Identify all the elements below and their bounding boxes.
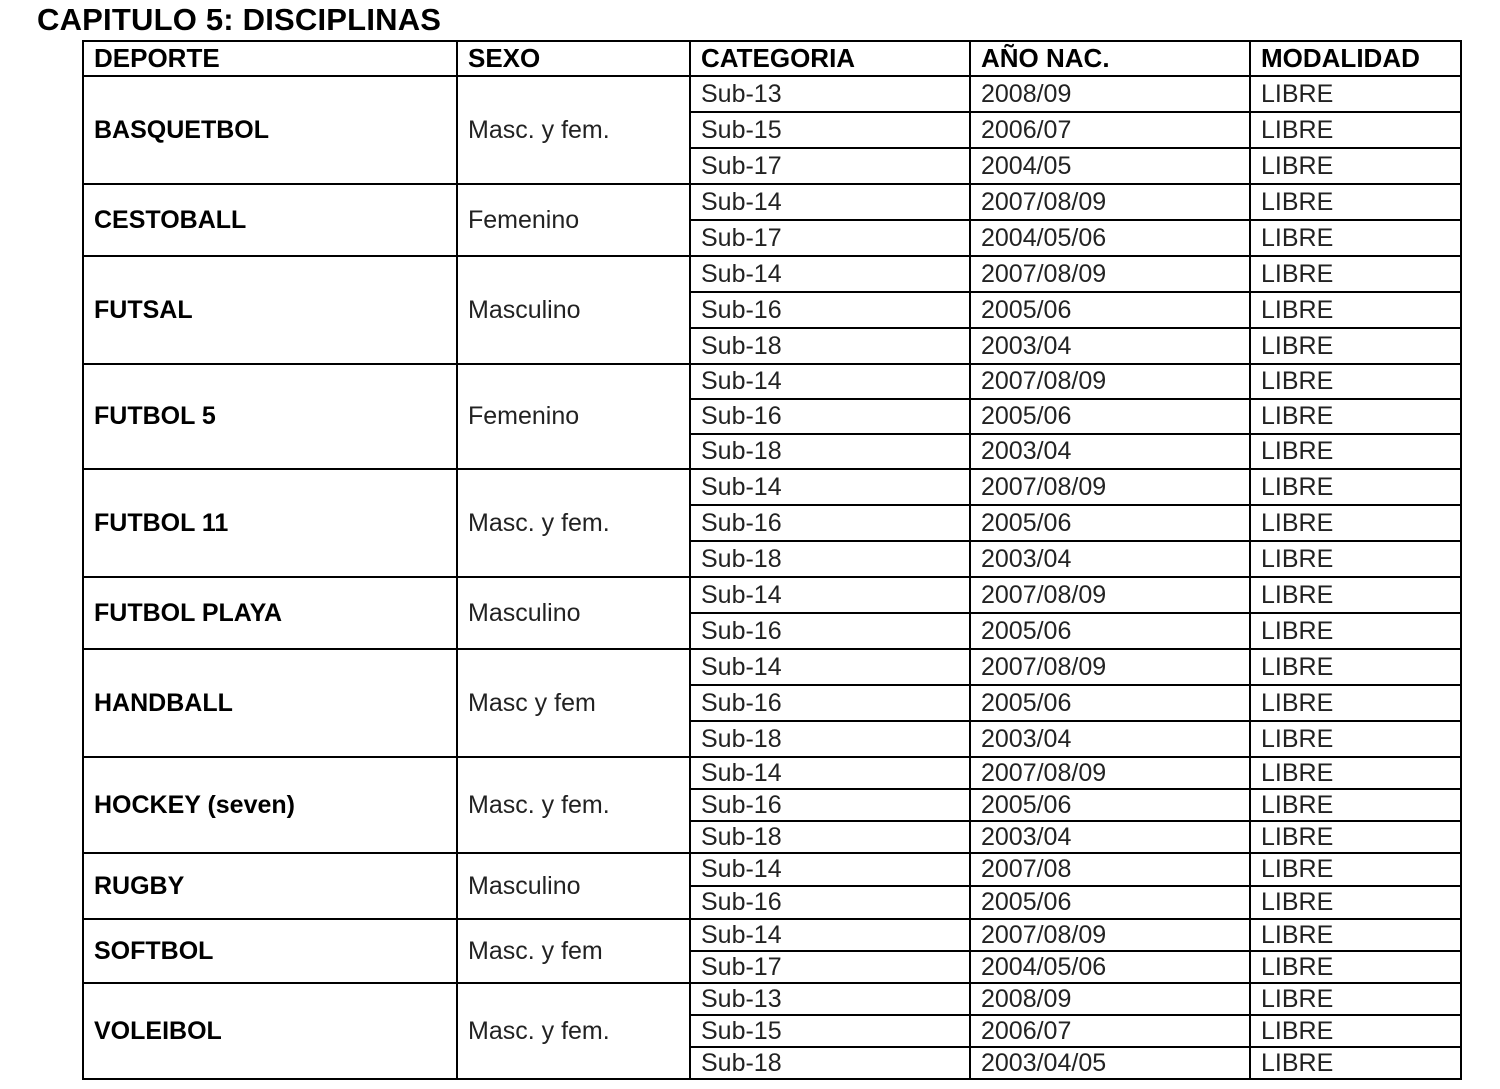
birth-year-cell: 2003/04 (970, 328, 1250, 364)
category-cell: Sub-16 (690, 505, 970, 541)
modality-cell: LIBRE (1250, 434, 1461, 469)
header-ano-nac: AÑO NAC. (970, 41, 1250, 76)
sport-name-cell: VOLEIBOL (83, 983, 457, 1079)
modality-cell: LIBRE (1250, 256, 1461, 292)
category-cell: Sub-17 (690, 148, 970, 184)
modality-cell: LIBRE (1250, 184, 1461, 220)
birth-year-cell: 2003/04 (970, 541, 1250, 577)
birth-year-cell: 2007/08 (970, 853, 1250, 886)
category-cell: Sub-16 (690, 399, 970, 434)
header-categoria: CATEGORIA (690, 41, 970, 76)
category-cell: Sub-18 (690, 434, 970, 469)
modality-cell: LIBRE (1250, 1015, 1461, 1047)
category-cell: Sub-18 (690, 721, 970, 757)
category-cell: Sub-17 (690, 220, 970, 256)
page-title: CAPITULO 5: DISCIPLINAS (37, 2, 442, 37)
table-row (83, 364, 1461, 399)
modality-cell: LIBRE (1250, 721, 1461, 757)
modality-cell: LIBRE (1250, 505, 1461, 541)
sport-name-cell: FUTBOL PLAYA (83, 577, 457, 649)
modality-cell: LIBRE (1250, 292, 1461, 328)
table-row (83, 649, 1461, 685)
table-body (83, 76, 1461, 1079)
birth-year-cell: 2003/04 (970, 721, 1250, 757)
header-modalidad: MODALIDAD (1250, 41, 1461, 76)
category-cell: Sub-16 (690, 292, 970, 328)
sex-cell: Masc. y fem. (457, 76, 690, 184)
sport-name-cell: HOCKEY (seven) (83, 757, 457, 853)
modality-cell: LIBRE (1250, 220, 1461, 256)
modality-cell: LIBRE (1250, 951, 1461, 983)
category-cell: Sub-14 (690, 184, 970, 220)
modality-cell: LIBRE (1250, 789, 1461, 821)
category-cell: Sub-18 (690, 1047, 970, 1079)
modality-cell: LIBRE (1250, 757, 1461, 789)
birth-year-cell: 2008/09 (970, 983, 1250, 1015)
sex-cell: Masc. y fem. (457, 757, 690, 853)
category-cell: Sub-14 (690, 256, 970, 292)
modality-cell: LIBRE (1250, 541, 1461, 577)
birth-year-cell: 2007/08/09 (970, 256, 1250, 292)
category-cell: Sub-14 (690, 853, 970, 886)
modality-cell: LIBRE (1250, 112, 1461, 148)
table-row (83, 76, 1461, 112)
modality-cell: LIBRE (1250, 1047, 1461, 1079)
birth-year-cell: 2004/05/06 (970, 220, 1250, 256)
table-row (83, 577, 1461, 613)
category-cell: Sub-14 (690, 919, 970, 951)
modality-cell: LIBRE (1250, 685, 1461, 721)
birth-year-cell: 2003/04 (970, 821, 1250, 853)
sex-cell: Masc y fem (457, 649, 690, 757)
category-cell: Sub-15 (690, 1015, 970, 1047)
sport-name-cell: RUGBY (83, 853, 457, 919)
category-cell: Sub-17 (690, 951, 970, 983)
header-deporte: DEPORTE (83, 41, 457, 76)
sex-cell: Masculino (457, 256, 690, 364)
category-cell: Sub-16 (690, 613, 970, 649)
category-cell: Sub-14 (690, 364, 970, 399)
sex-cell: Masc. y fem. (457, 983, 690, 1079)
table-row (83, 853, 1461, 886)
modality-cell: LIBRE (1250, 983, 1461, 1015)
sex-cell: Masc. y fem (457, 919, 690, 983)
birth-year-cell: 2007/08/09 (970, 757, 1250, 789)
birth-year-cell: 2004/05 (970, 148, 1250, 184)
birth-year-cell: 2005/06 (970, 886, 1250, 919)
table-row (83, 469, 1461, 505)
modality-cell: LIBRE (1250, 364, 1461, 399)
birth-year-cell: 2005/06 (970, 685, 1250, 721)
birth-year-cell: 2005/06 (970, 613, 1250, 649)
sport-name-cell: SOFTBOL (83, 919, 457, 983)
birth-year-cell: 2005/06 (970, 399, 1250, 434)
birth-year-cell: 2005/06 (970, 292, 1250, 328)
modality-cell: LIBRE (1250, 577, 1461, 613)
birth-year-cell: 2004/05/06 (970, 951, 1250, 983)
category-cell: Sub-16 (690, 789, 970, 821)
modality-cell: LIBRE (1250, 399, 1461, 434)
category-cell: Sub-14 (690, 577, 970, 613)
birth-year-cell: 2007/08/09 (970, 649, 1250, 685)
table-row (83, 184, 1461, 220)
birth-year-cell: 2007/08/09 (970, 469, 1250, 505)
sport-name-cell: HANDBALL (83, 649, 457, 757)
category-cell: Sub-16 (690, 886, 970, 919)
table-row (83, 919, 1461, 951)
modality-cell: LIBRE (1250, 148, 1461, 184)
birth-year-cell: 2006/07 (970, 112, 1250, 148)
category-cell: Sub-14 (690, 757, 970, 789)
sex-cell: Masculino (457, 853, 690, 919)
sport-name-cell: FUTBOL 11 (83, 469, 457, 577)
sport-name-cell: FUTSAL (83, 256, 457, 364)
category-cell: Sub-14 (690, 469, 970, 505)
table-row (83, 757, 1461, 789)
category-cell: Sub-18 (690, 821, 970, 853)
birth-year-cell: 2003/04/05 (970, 1047, 1250, 1079)
modality-cell: LIBRE (1250, 853, 1461, 886)
category-cell: Sub-18 (690, 541, 970, 577)
modality-cell: LIBRE (1250, 821, 1461, 853)
header-sexo: SEXO (457, 41, 690, 76)
birth-year-cell: 2005/06 (970, 505, 1250, 541)
sex-cell: Femenino (457, 184, 690, 256)
birth-year-cell: 2007/08/09 (970, 577, 1250, 613)
modality-cell: LIBRE (1250, 919, 1461, 951)
category-cell: Sub-14 (690, 649, 970, 685)
modality-cell: LIBRE (1250, 886, 1461, 919)
birth-year-cell: 2007/08/09 (970, 364, 1250, 399)
birth-year-cell: 2008/09 (970, 76, 1250, 112)
sex-cell: Femenino (457, 364, 690, 469)
category-cell: Sub-13 (690, 76, 970, 112)
birth-year-cell: 2006/07 (970, 1015, 1250, 1047)
sex-cell: Masculino (457, 577, 690, 649)
disciplines-table (82, 40, 1462, 1080)
birth-year-cell: 2003/04 (970, 434, 1250, 469)
sport-name-cell: CESTOBALL (83, 184, 457, 256)
table-row (83, 983, 1461, 1015)
category-cell: Sub-13 (690, 983, 970, 1015)
sport-name-cell: BASQUETBOL (83, 76, 457, 184)
birth-year-cell: 2007/08/09 (970, 919, 1250, 951)
modality-cell: LIBRE (1250, 469, 1461, 505)
category-cell: Sub-18 (690, 328, 970, 364)
table-row (83, 256, 1461, 292)
sex-cell: Masc. y fem. (457, 469, 690, 577)
modality-cell: LIBRE (1250, 649, 1461, 685)
modality-cell: LIBRE (1250, 328, 1461, 364)
category-cell: Sub-16 (690, 685, 970, 721)
birth-year-cell: 2007/08/09 (970, 184, 1250, 220)
birth-year-cell: 2005/06 (970, 789, 1250, 821)
category-cell: Sub-15 (690, 112, 970, 148)
sport-name-cell: FUTBOL 5 (83, 364, 457, 469)
table-header-row (83, 41, 1461, 76)
modality-cell: LIBRE (1250, 613, 1461, 649)
modality-cell: LIBRE (1250, 76, 1461, 112)
